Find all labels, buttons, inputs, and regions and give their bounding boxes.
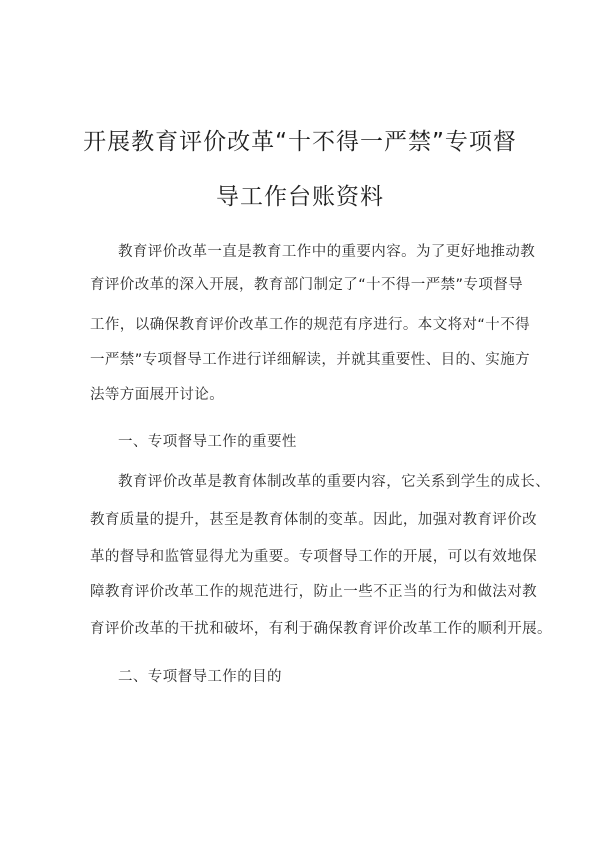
section-1-line-3: 革的督导和监管显得尤为重要。专项督导工作的开展，可以有效地保 [90,549,537,565]
section-1-line-2: 教育质量的提升，甚至是教育体制的变革。因此，加强对教育评价改 [90,512,537,528]
intro-line-5: 法等方面展开讨论。 [90,387,225,403]
intro-line-1: 教育评价改革一直是教育工作中的重要内容。为了更好地推动教 [118,244,536,260]
section-1-heading: 一、专项督导工作的重要性 [118,434,297,450]
section-1-line-5: 育评价改革的干扰和破坏，有利于确保教育评价改革工作的顺利开展。 [90,621,552,637]
document-title-line-2: 导工作台账资料 [216,184,384,210]
intro-line-3: 工作，以确保教育评价改革工作的规范有序进行。本文将对“十不得 [90,317,531,333]
section-2-heading: 二、专项督导工作的目的 [118,669,282,685]
section-1-line-1: 教育评价改革是教育体制改革的重要内容，它关系到学生的成长、 [118,474,551,490]
intro-line-2: 育评价改革的深入开展，教育部门制定了“十不得一严禁”专项督导 [90,277,524,293]
intro-line-4: 一严禁”专项督导工作进行详细解读，并就其重要性、目的、实施方 [90,352,531,368]
section-1-line-4: 障教育评价改革工作的规范进行，防止一些不正当的行为和做法对教 [90,584,537,600]
document-title-line-1: 开展教育评价改革“十不得一严禁”专项督 [83,129,517,155]
